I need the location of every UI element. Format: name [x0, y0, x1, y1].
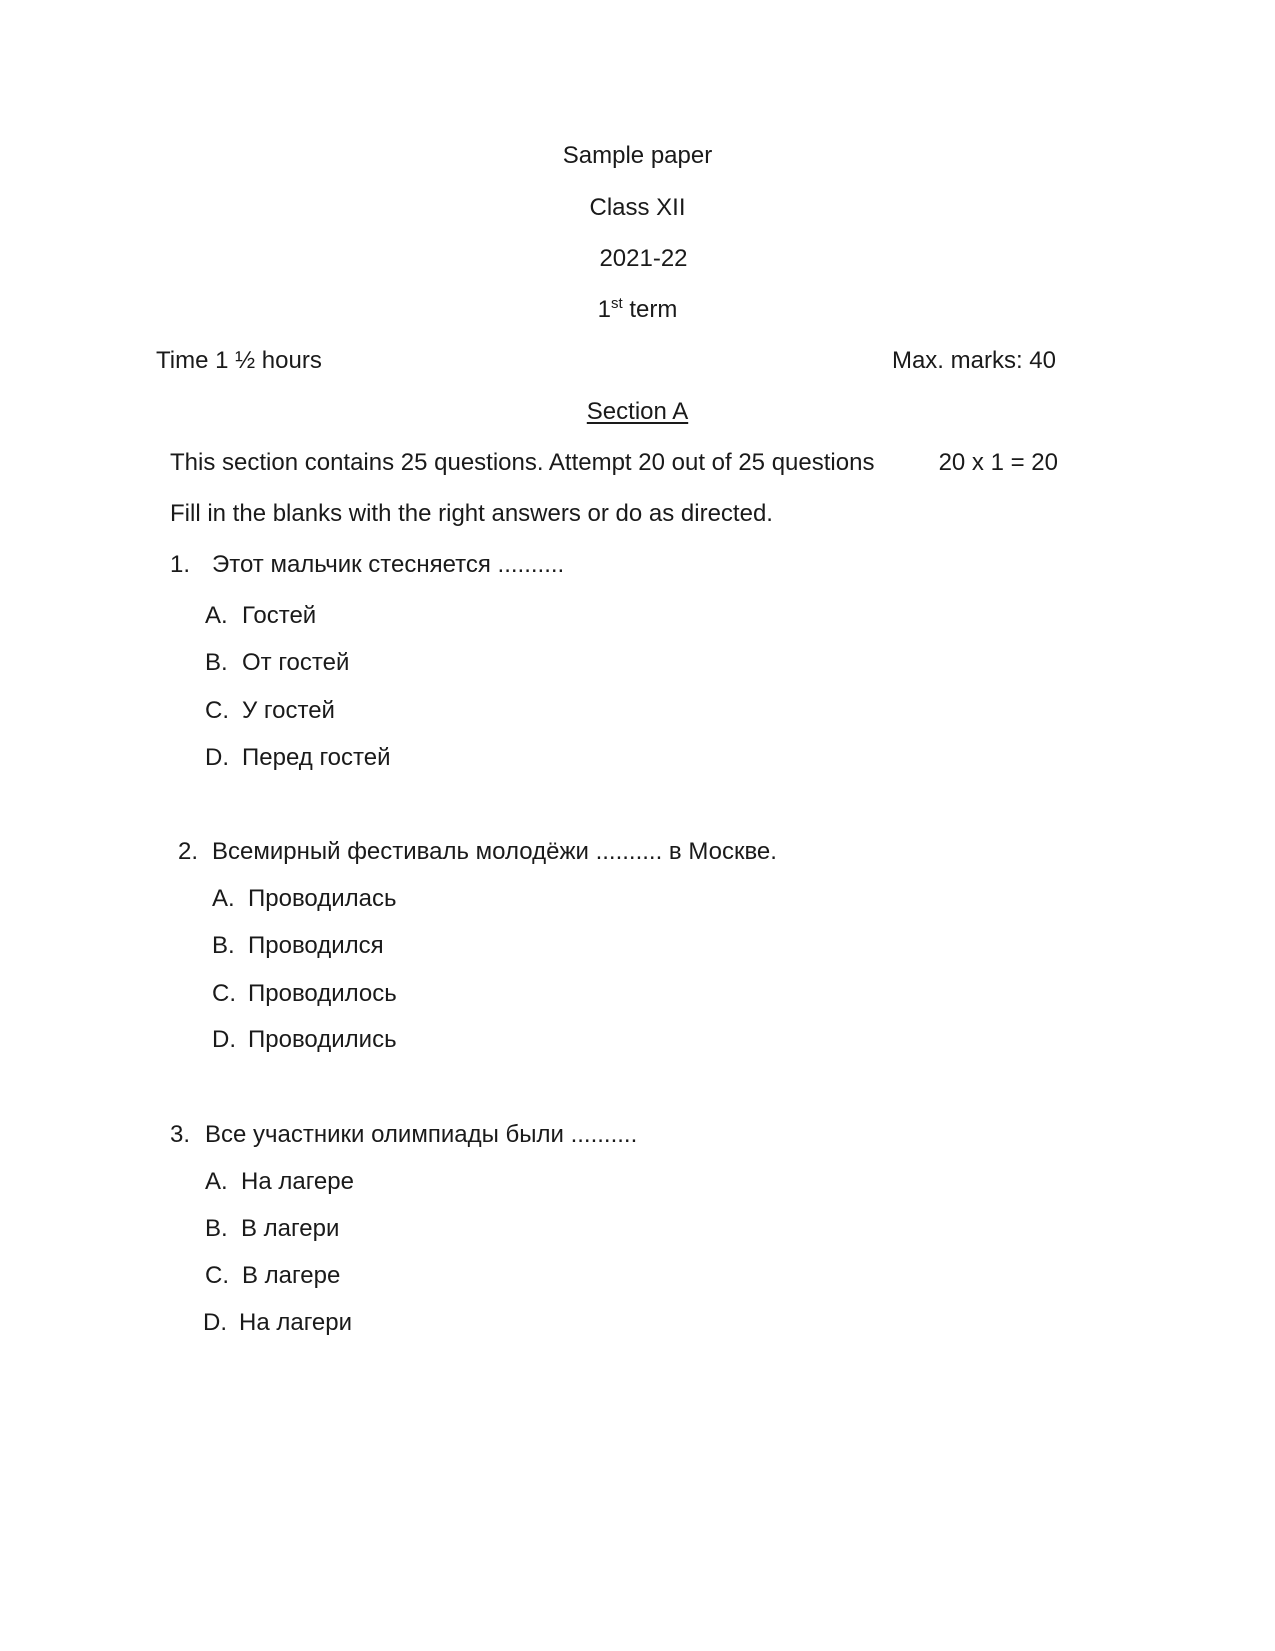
question-1	[170, 551, 564, 579]
option	[205, 602, 316, 630]
option-text: Перед гостей	[242, 744, 391, 771]
option	[205, 744, 391, 772]
option-text: От гостей	[242, 649, 350, 676]
class-label: Class XII	[589, 194, 686, 221]
term-suffix: st	[611, 295, 623, 312]
question-number: 3.	[170, 1121, 191, 1148]
option-label: C.	[205, 697, 229, 724]
option	[205, 1215, 339, 1243]
option-text: У гостей	[242, 697, 335, 724]
term-number: 1	[597, 296, 611, 323]
option	[205, 697, 335, 725]
option-label: C.	[212, 980, 236, 1007]
option	[205, 649, 349, 677]
option-text: Проводился	[248, 932, 384, 959]
option	[212, 932, 384, 960]
option-text: На лагере	[241, 1168, 354, 1195]
option-label: D.	[203, 1309, 227, 1336]
option	[212, 1026, 397, 1054]
option	[205, 1168, 354, 1196]
option-label: B.	[205, 649, 228, 676]
time-allowed: Time 1 ½ hours	[156, 347, 322, 374]
option-label: C.	[205, 1262, 229, 1289]
section-marks: 20 x 1 = 20	[938, 449, 1058, 476]
option-text: Проводились	[248, 1026, 397, 1053]
section-title: Section A	[586, 398, 689, 425]
option	[203, 1309, 352, 1337]
section-instruction: This section contains 25 questions. Attempt 20 out of 25 questions	[170, 449, 875, 476]
option-label: D.	[212, 1026, 236, 1053]
question-text: Этот мальчик стесняется ..........	[212, 551, 565, 578]
option-text: На лагери	[239, 1309, 353, 1336]
paper-title: Sample paper	[562, 142, 713, 169]
question-text: Всемирный фестиваль молодёжи .......... в Москве.	[212, 838, 777, 865]
option-text: Проводилась	[248, 885, 397, 912]
option-label: B.	[205, 1215, 228, 1242]
option-label: D.	[205, 744, 229, 771]
option-text: В лагере	[242, 1262, 341, 1289]
section-directive: Fill in the blanks with the right answers or do as directed.	[170, 500, 773, 527]
academic-year: 2021-22	[599, 245, 688, 272]
option-label: A.	[212, 885, 235, 912]
term-word: term	[629, 296, 678, 323]
option	[212, 885, 397, 913]
option-label: A.	[205, 602, 228, 629]
option-text: В лагери	[241, 1215, 340, 1242]
question-3	[170, 1121, 637, 1149]
question-text: Все участники олимпиады были ..........	[205, 1121, 638, 1148]
question-2	[178, 838, 777, 866]
option-text: Проводилось	[248, 980, 397, 1007]
option-label: B.	[212, 932, 235, 959]
question-number: 2.	[178, 838, 199, 865]
option	[212, 980, 397, 1008]
option-text: Гостей	[242, 602, 317, 629]
max-marks: Max. marks: 40	[891, 347, 1056, 374]
option	[205, 1262, 340, 1290]
term-label	[0, 296, 1275, 324]
option-label: A.	[205, 1168, 228, 1195]
question-number: 1.	[170, 551, 191, 578]
